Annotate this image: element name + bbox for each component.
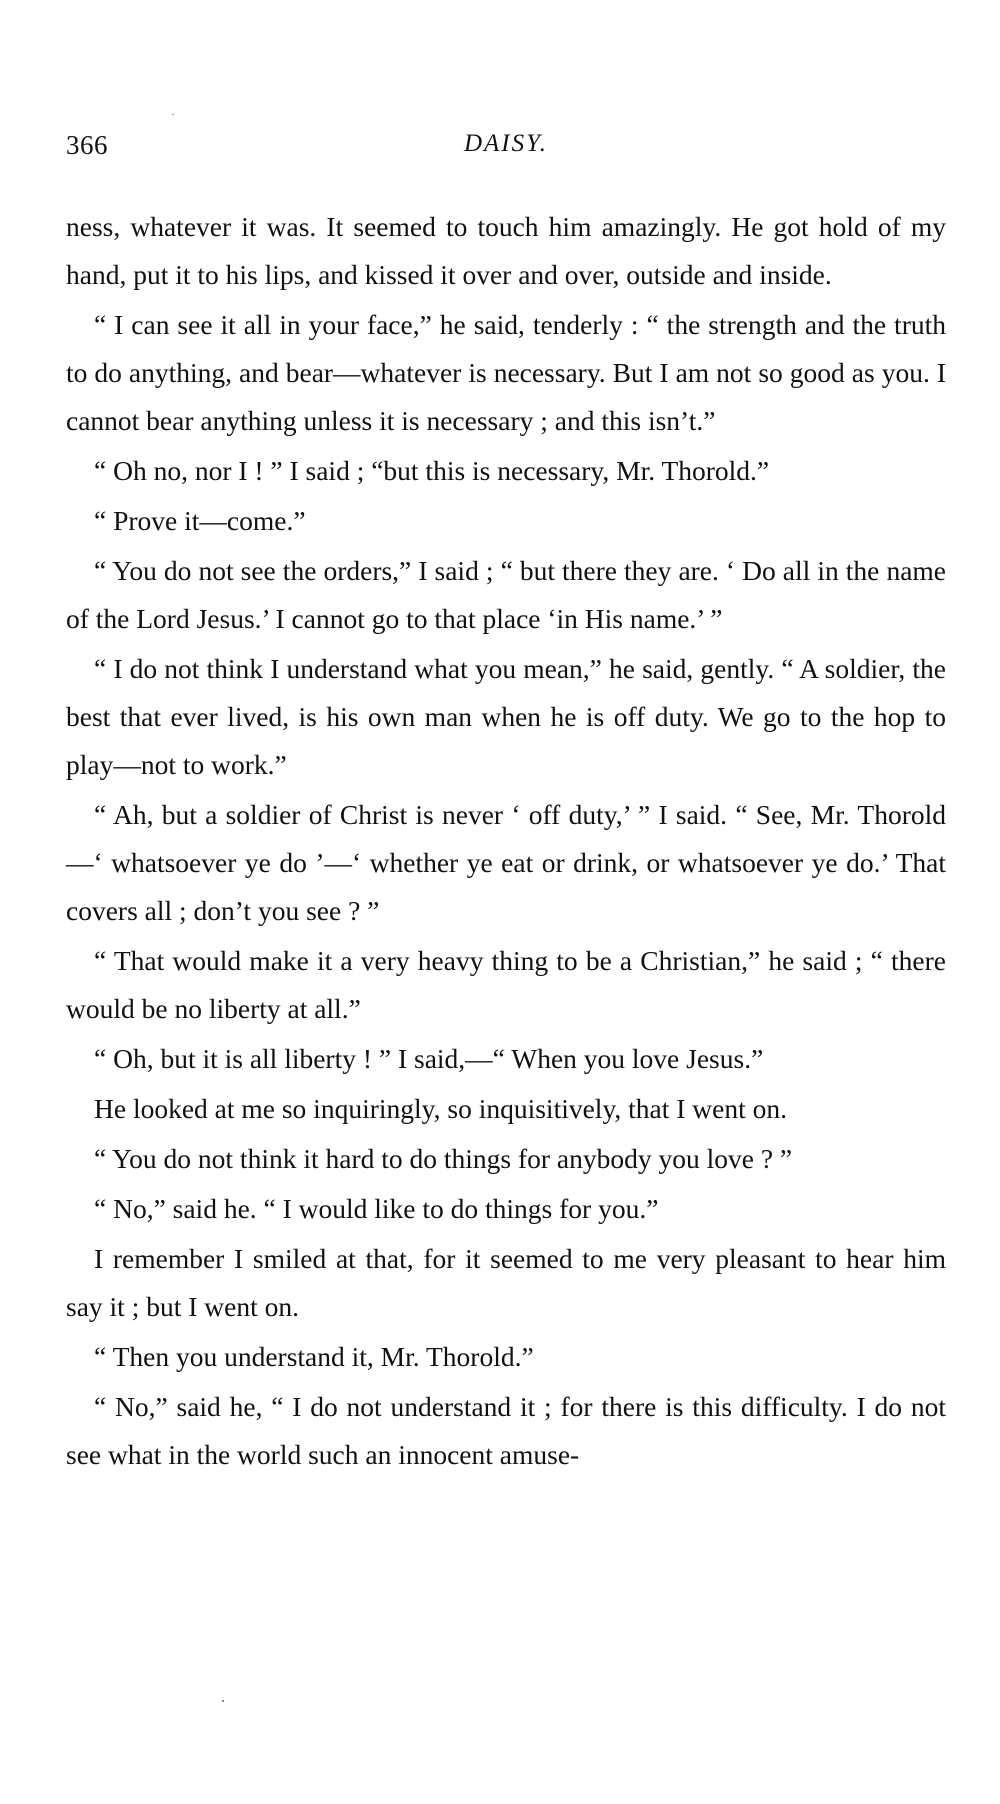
paragraph: ness, whatever it was. It seemed to touch him amazingly. He got hold of my hand, put it to his lips, and kissed it over and over, outside and inside. — [66, 211, 946, 290]
print-speck — [172, 114, 174, 115]
paragraph: “ Then you understand it, Mr. Thorold.” — [94, 1341, 534, 1372]
paragraph: “ You do not think it hard to do things for anybody you love ? ” — [94, 1143, 793, 1174]
paragraph: “ No,” said he, “ I do not understand it ; for there is this difficulty. I do not see what in the world such an innocent amuse- — [66, 1391, 946, 1470]
paragraph: “ Prove it—come.” — [94, 505, 306, 536]
paragraph: “ That would make it a very heavy thing to be a Christian,” he said ; “ there would be no liberty at all.” — [66, 945, 946, 1024]
running-title: DAISY. — [463, 130, 548, 157]
paragraph: “ I can see it all in your face,” he said, tenderly : “ the strength and the truth to do anything, and bear—whatever is necessary. But I am not so good as you. I cannot bear anything unless it is necessary ; and this isn’t.” — [66, 309, 946, 436]
paragraph: “ Oh, but it is all liberty ! ” I said,—“ When you love Jesus.” — [94, 1043, 764, 1074]
paragraph: I remember I smiled at that, for it seemed to me very pleasant to hear him say it ; but I went on. — [66, 1243, 946, 1322]
paragraph: He looked at me so inquiringly, so inquisitively, that I went on. — [94, 1093, 788, 1124]
page-header — [66, 130, 946, 170]
print-speck — [222, 1700, 224, 1702]
paragraph: “ Oh no, nor I ! ” I said ; “but this is necessary, Mr. Thorold.” — [94, 455, 770, 486]
page-number: 366 — [66, 130, 108, 160]
body-text — [66, 203, 946, 1479]
paragraph: “ You do not see the orders,” I said ; “ but there they are. ‘ Do all in the name of the Lord Jesus.’ I cannot go to that place ‘in His name.’ ” — [66, 555, 946, 634]
paragraph: “ Ah, but a soldier of Christ is never ‘ off duty,’ ” I said. “ See, Mr. Thorold—‘ whatsoever ye do ’—‘ whether ye eat or drink, or whatsoever ye do.’ That covers all ; don’t you see ? ” — [66, 799, 946, 926]
paragraph: “ I do not think I understand what you mean,” he said, gently. “ A soldier, the best that ever lived, is his own man when he is off duty. We go to the hop to play—not to work.” — [66, 653, 946, 780]
paragraph: “ No,” said he. “ I would like to do things for you.” — [94, 1193, 659, 1224]
